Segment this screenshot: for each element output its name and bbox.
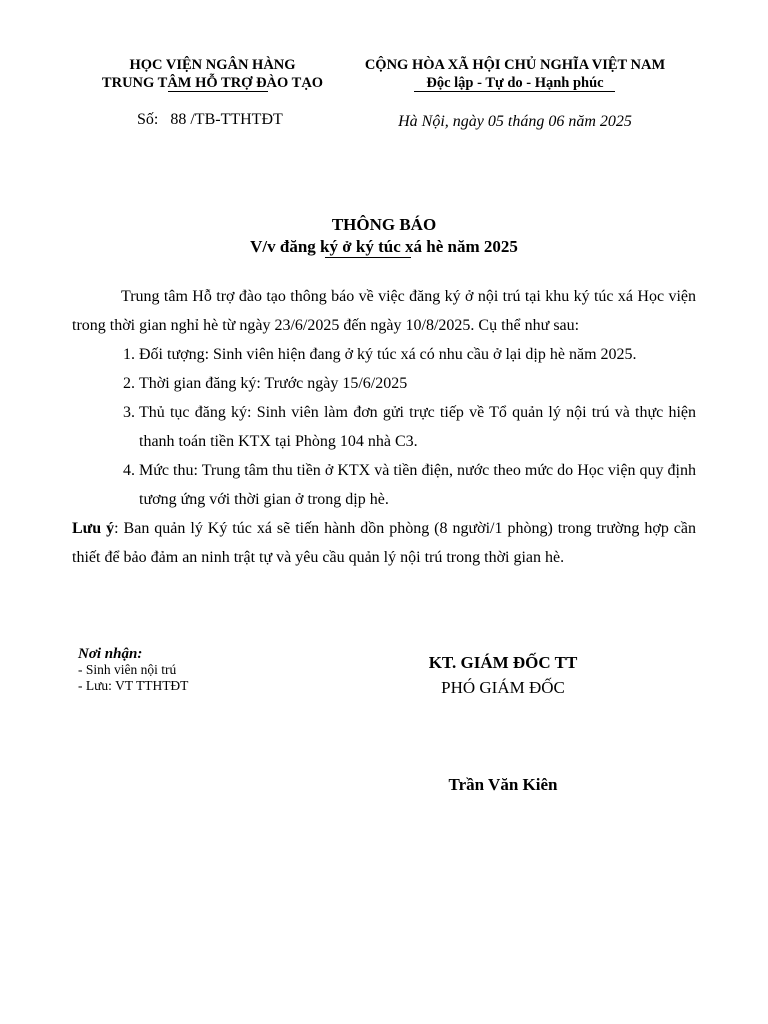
recipients-block — [78, 646, 188, 694]
title-underline — [325, 257, 411, 258]
org-name: HỌC VIỆN NGÂN HÀNG — [129, 57, 296, 73]
signature-authority: KT. GIÁM ĐỐC TT — [428, 653, 578, 672]
list-item: 1. Đối tượng: Sinh viên hiện đang ở ký túc xá có nhu cầu ở lại dịp hè năm 2025. — [139, 340, 696, 369]
org-underline — [168, 91, 268, 92]
department-name: TRUNG TÂM HỖ TRỢ ĐÀO TẠO — [101, 75, 324, 91]
signature-block — [388, 650, 618, 700]
document-number-label: Số: — [137, 111, 159, 128]
signer-name: Trần Văn Kiên — [448, 775, 558, 794]
title-main: THÔNG BÁO — [331, 215, 437, 234]
document-number-suffix: /TB-TTHTĐT — [190, 111, 283, 128]
issue-date: Hà Nội, ngày 05 tháng 06 năm 2025 — [398, 113, 632, 130]
issuing-organization — [80, 56, 345, 92]
recipient-item: - Lưu: VT TTHTĐT — [78, 678, 189, 693]
motto-underline — [414, 91, 615, 92]
document-body — [72, 282, 696, 572]
list-item: 3. Thủ tục đăng ký: Sinh viên làm đơn gửi trực tiếp về Tổ quản lý nội trú và thực hiện thanh toán tiền KTX tại Phòng 104 nhà C3. — [139, 398, 696, 456]
note-text: : Ban quản lý Ký túc xá sẽ tiến hành dồn phòng (8 người/1 phòng) trong trường hợp cần thiết để bảo đảm an ninh trật tự và yêu cầu quản lý nội trú trong thời gian hè. — [72, 520, 696, 566]
national-title: CỘNG HÒA XÃ HỘI CHỦ NGHĨA VIỆT NAM — [364, 57, 666, 73]
document-number — [137, 111, 283, 129]
recipients-title: Nơi nhận: — [78, 646, 143, 662]
list-item: 2. Thời gian đăng ký: Trước ngày 15/6/2025 — [139, 369, 696, 398]
item-list — [72, 340, 696, 514]
signature-title: PHÓ GIÁM ĐỐC — [441, 678, 565, 697]
intro-paragraph: Trung tâm Hỗ trợ đào tạo thông báo về việc đăng ký ở nội trú tại khu ký túc xá Học viện trong thời gian nghỉ hè từ ngày 23/6/2025 đến ngày 10/8/2025. Cụ thể như sau: — [72, 288, 696, 334]
recipient-item: - Sinh viên nội trú — [78, 662, 177, 677]
document-number-value: 88 — [170, 111, 187, 128]
note-label: Lưu ý — [72, 520, 115, 537]
national-motto: Độc lập - Tự do - Hạnh phúc — [426, 75, 604, 91]
list-item: 4. Mức thu: Trung tâm thu tiền ở KTX và tiền điện, nước theo mức do Học viện quy định tương ứng với thời gian ở trong dịp hè. — [139, 456, 696, 514]
national-header — [345, 56, 685, 92]
document-title — [0, 214, 768, 258]
title-subject: V/v đăng ký ở ký túc xá hè năm 2025 — [250, 237, 518, 256]
note-paragraph — [72, 514, 696, 572]
